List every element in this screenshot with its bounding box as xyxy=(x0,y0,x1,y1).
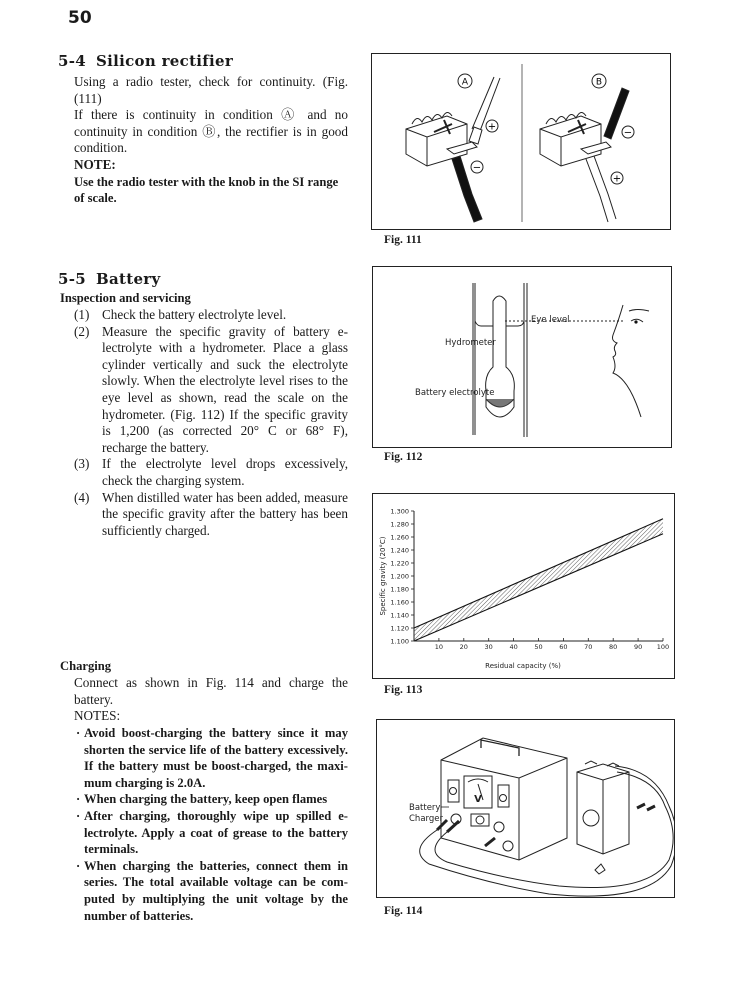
charging-heading: Charging xyxy=(60,659,112,673)
battery-clips xyxy=(637,804,655,810)
y-tick-label: 1.280 xyxy=(390,520,409,529)
figure-112-caption: Fig. 112 xyxy=(384,451,423,463)
y-tick-label: 1.300 xyxy=(390,507,409,516)
eyebrow xyxy=(629,310,649,312)
hydrometer-float xyxy=(486,296,515,417)
y-tick-label: 1.200 xyxy=(390,572,409,581)
eye-pupil xyxy=(634,320,637,323)
item-text: If the electrolyte level drops excessively, check the charging system. xyxy=(102,456,348,488)
x-axis-label: Residual capacity (%) xyxy=(485,662,561,670)
list-item xyxy=(74,307,348,324)
meter-glyph: V xyxy=(474,794,482,805)
hatched-band xyxy=(414,519,663,641)
figure-114 xyxy=(376,719,675,898)
note-text: When charging the battery, keep open flames xyxy=(84,792,328,807)
list-item xyxy=(74,324,348,457)
x-tick-label: 30 xyxy=(484,643,493,651)
figure-114-caption: Fig. 114 xyxy=(384,905,423,917)
figure-111-caption: Fig. 111 xyxy=(384,234,422,246)
battery-charging-illustration xyxy=(377,720,674,897)
figure-112 xyxy=(372,266,672,448)
label-a: A xyxy=(461,77,469,88)
bullet-icon: · xyxy=(76,726,81,740)
minus-sign: − xyxy=(472,162,482,174)
hydrometer-label: Hydrometer xyxy=(445,338,496,348)
y-tick-label: 1.220 xyxy=(390,559,409,568)
meniscus-left xyxy=(475,321,493,326)
hydrometer-illustration xyxy=(373,267,671,447)
note-item xyxy=(76,808,348,858)
x-tick-label: 10 xyxy=(434,643,444,651)
paragraph: Using a radio tester, check for continuity. (Fig. (111) xyxy=(74,74,348,106)
bullet-icon: · xyxy=(76,792,81,807)
plus-sign: + xyxy=(487,121,497,133)
y-tick-label: 1.240 xyxy=(390,546,409,555)
section-5-4-heading xyxy=(58,52,233,70)
x-tick-label: 90 xyxy=(633,643,643,651)
plus-sign: + xyxy=(612,173,622,185)
note-text: When charging the batteries, connect them in series. The total available voltage can be com-puted by multiplying the unit voltage by the number of batteries. xyxy=(84,858,348,923)
rectifier-test-illustration xyxy=(372,54,670,229)
x-tick-label: 20 xyxy=(459,643,468,651)
figure-111 xyxy=(371,53,671,230)
bullet-icon: · xyxy=(76,858,81,873)
y-tick-label: 1.180 xyxy=(390,585,409,594)
spare-clip xyxy=(595,864,605,874)
list-item xyxy=(74,456,348,489)
note-item xyxy=(76,791,348,808)
bullet-icon: · xyxy=(76,808,81,823)
item-text: When distilled water has been added, measure the specific gravity after the battery has been sufficiently charged. xyxy=(102,489,348,538)
note-item xyxy=(76,858,348,924)
section-number: 5-4 xyxy=(58,52,86,70)
charging-text: Connect as shown in Fig. 114 and charge the battery. xyxy=(74,675,348,707)
section-number: 5-5 xyxy=(58,270,86,288)
item-marker: (2) xyxy=(74,323,90,339)
y-tick-label: 1.140 xyxy=(390,611,409,620)
note-text: Avoid boost-charging the battery since it may shorten the service life of the battery excessively. If the battery must be boost-charged, the maxi-mum charging is 2.0A. xyxy=(84,726,348,790)
condition-b-drawing xyxy=(540,74,634,222)
condition-a-drawing xyxy=(406,74,500,222)
meniscus-right xyxy=(506,321,524,326)
figure-113 xyxy=(372,493,675,679)
note-item xyxy=(76,725,348,791)
section-5-4-body xyxy=(74,74,348,207)
electrolyte-label: Battery electrolyte xyxy=(415,388,495,398)
x-tick-label: 100 xyxy=(656,643,670,651)
y-tick-label: 1.260 xyxy=(390,533,409,542)
x-tick-label: 50 xyxy=(534,643,543,651)
section-title: Silicon rectifier xyxy=(96,52,234,70)
inspection-list xyxy=(74,307,348,539)
label-b: B xyxy=(595,77,603,88)
item-marker: (3) xyxy=(74,456,90,472)
item-text: Check the battery electrolyte level. xyxy=(102,307,287,322)
inspection-heading: Inspection and servicing xyxy=(60,291,191,305)
x-tick-label: 40 xyxy=(509,643,518,651)
charger-label-line2: Charger xyxy=(409,814,443,824)
note-text: After charging, thoroughly wipe up spilled e-lectrolyte. Apply a coat of grease to the battery terminals. xyxy=(84,808,348,857)
y-tick-label: 1.100 xyxy=(390,637,409,646)
y-tick-label: 1.120 xyxy=(390,624,409,633)
y-axis-label: Specific gravity (20°C) xyxy=(379,536,387,616)
paragraph: If there is continuity in condition Ⓐ and no continuity in condition Ⓑ, the rectifier is in good condition. xyxy=(74,107,348,156)
figure-113-caption: Fig. 113 xyxy=(384,684,423,696)
specific-gravity-chart xyxy=(373,494,674,678)
item-text: Measure the specific gravity of battery e-lectrolyte with a hydrometer. Place a glass cylinder vertically and suck the electrolyte slowly. When the electrolyte level rises to the eye level as shown, read the scale on the hydrometer. (Fig. 112) If the specific gravity is 1,200 (as corrected 20° C or 68° F), recharge the battery. xyxy=(102,323,348,455)
notes-list xyxy=(76,725,348,924)
x-tick-label: 60 xyxy=(559,643,568,651)
list-item xyxy=(74,490,348,540)
lower-bound-line xyxy=(414,534,663,641)
page-number: 50 xyxy=(68,8,92,28)
notes-heading: NOTES: xyxy=(74,708,121,724)
note-text: Use the radio tester with the knob in the SI range of scale. xyxy=(74,174,339,206)
item-marker: (1) xyxy=(74,307,90,322)
minus-sign: − xyxy=(623,127,633,139)
x-tick-label: 80 xyxy=(609,643,618,651)
charger-body xyxy=(441,738,567,860)
upper-bound-line xyxy=(414,519,663,628)
item-marker: (4) xyxy=(74,489,90,505)
y-tick-label: 1.160 xyxy=(390,598,409,607)
section-5-5-heading xyxy=(58,270,161,288)
charging-body xyxy=(74,675,348,725)
x-tick-label: 70 xyxy=(584,643,593,651)
note-heading: NOTE: xyxy=(74,156,116,172)
eye-level-label: Eye level xyxy=(531,315,570,325)
section-title: Battery xyxy=(96,270,161,288)
charger-label-line1: Battery xyxy=(409,803,441,813)
